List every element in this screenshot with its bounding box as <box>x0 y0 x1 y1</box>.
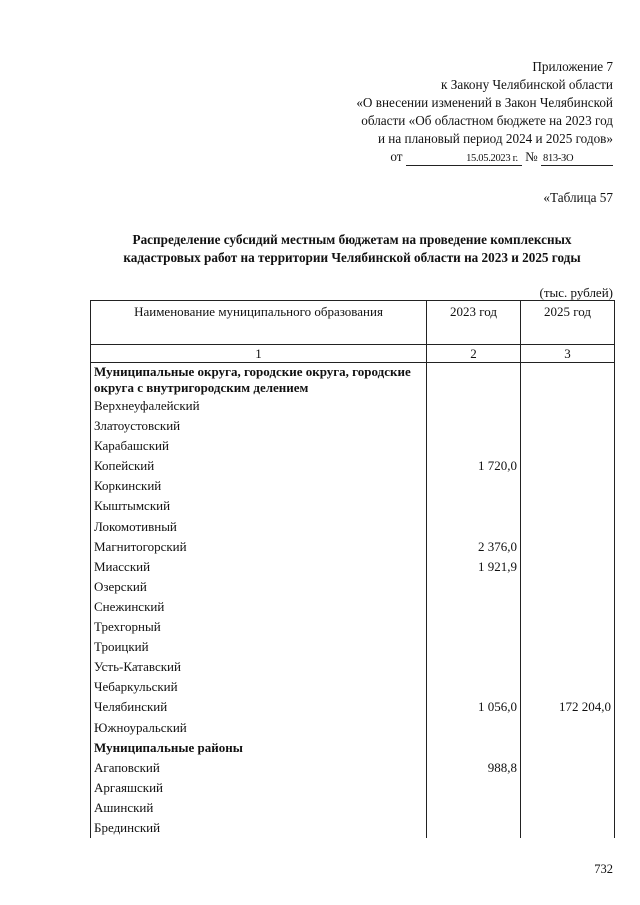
table-row <box>91 617 615 637</box>
value-2025 <box>521 517 615 537</box>
table-row <box>91 496 615 516</box>
table-header-row <box>91 301 615 345</box>
number-label: № <box>525 149 538 164</box>
header-2023: 2023 год <box>427 301 521 345</box>
header-name: Наименование муниципального образования <box>91 301 427 345</box>
municipality-name: Миасский <box>91 557 427 577</box>
value-2023 <box>427 657 521 677</box>
value-2023 <box>427 396 521 416</box>
table-row <box>91 597 615 617</box>
empty-cell <box>427 738 521 758</box>
empty-cell <box>521 363 615 397</box>
table-row <box>91 396 615 416</box>
value-2025 <box>521 718 615 738</box>
appendix-line: Приложение 7 <box>532 59 613 74</box>
from-label: от <box>390 149 403 164</box>
value-2025 <box>521 476 615 496</box>
municipality-name: Магнитогорский <box>91 537 427 557</box>
header-2025: 2025 год <box>521 301 615 345</box>
value-2023 <box>427 718 521 738</box>
column-number: 1 <box>91 345 427 363</box>
value-2025 <box>521 798 615 818</box>
value-2023 <box>427 496 521 516</box>
appendix-line: к Закону Челябинской области <box>441 77 613 92</box>
municipality-name: Локомотивный <box>91 517 427 537</box>
value-2023 <box>427 778 521 798</box>
table-row <box>91 557 615 577</box>
value-2025 <box>521 677 615 697</box>
value-2025 <box>521 637 615 657</box>
municipality-name: Усть-Катавский <box>91 657 427 677</box>
value-2025 <box>521 577 615 597</box>
appendix-date-line <box>356 148 613 166</box>
value-2025 <box>521 416 615 436</box>
page-number: 732 <box>594 862 613 876</box>
column-number: 3 <box>521 345 615 363</box>
section-title: Муниципальные районы <box>91 738 427 758</box>
appendix-block <box>356 58 613 166</box>
section-title: Муниципальные округа, городские округа, городские округа с внутригородским делением <box>91 363 427 397</box>
table-row <box>91 818 615 838</box>
value-2023: 2 376,0 <box>427 537 521 557</box>
value-2023 <box>427 677 521 697</box>
municipality-name: Челябинский <box>91 697 427 717</box>
title-line: кадастровых работ на территории Челябинской области на 2023 и 2025 годы <box>123 250 581 265</box>
value-2023 <box>427 476 521 496</box>
value-2025 <box>521 436 615 456</box>
table-row <box>91 517 615 537</box>
table-row <box>91 637 615 657</box>
appendix-line: «О внесении изменений в Закон Челябинской <box>356 95 613 110</box>
municipality-name: Аргаяшский <box>91 778 427 798</box>
value-2023: 1 720,0 <box>427 456 521 476</box>
table-row <box>91 537 615 557</box>
value-2023 <box>427 517 521 537</box>
municipality-name: Верхнеуфалейский <box>91 396 427 416</box>
value-2025 <box>521 557 615 577</box>
table-row <box>91 697 615 717</box>
municipality-name: Коркинский <box>91 476 427 496</box>
section-row <box>91 363 615 397</box>
municipality-name: Агаповский <box>91 758 427 778</box>
value-2023 <box>427 818 521 838</box>
law-date: 15.05.2023 г. <box>406 152 522 166</box>
title-line: Распределение субсидий местным бюджетам на проведение комплексных <box>132 232 572 247</box>
value-2023 <box>427 617 521 637</box>
municipality-name: Кыштымский <box>91 496 427 516</box>
value-2025 <box>521 758 615 778</box>
table-label: «Таблица 57 <box>543 190 613 205</box>
table-row <box>91 416 615 436</box>
municipality-name: Ашинский <box>91 798 427 818</box>
value-2025: 172 204,0 <box>521 697 615 717</box>
value-2023 <box>427 637 521 657</box>
law-number: 813-ЗО <box>541 152 613 166</box>
appendix-line: области «Об областном бюджете на 2023 год <box>361 113 613 128</box>
table-row <box>91 657 615 677</box>
document-title <box>90 231 614 267</box>
table-row <box>91 577 615 597</box>
value-2023 <box>427 436 521 456</box>
municipality-name: Троицкий <box>91 637 427 657</box>
value-2025 <box>521 456 615 476</box>
table-row <box>91 476 615 496</box>
value-2025 <box>521 496 615 516</box>
table-row <box>91 436 615 456</box>
value-2025 <box>521 396 615 416</box>
empty-cell <box>427 363 521 397</box>
subsidy-table <box>90 300 615 838</box>
empty-cell <box>521 738 615 758</box>
table-row <box>91 677 615 697</box>
value-2025 <box>521 818 615 838</box>
column-number: 2 <box>427 345 521 363</box>
municipality-name: Снежинский <box>91 597 427 617</box>
units-label: (тыс. рублей) <box>539 285 613 300</box>
table-row <box>91 798 615 818</box>
value-2023 <box>427 597 521 617</box>
value-2025 <box>521 617 615 637</box>
value-2025 <box>521 597 615 617</box>
value-2023 <box>427 798 521 818</box>
value-2023: 1 921,9 <box>427 557 521 577</box>
table-row <box>91 456 615 476</box>
municipality-name: Брединский <box>91 818 427 838</box>
value-2023 <box>427 416 521 436</box>
municipality-name: Карабашский <box>91 436 427 456</box>
municipality-name: Копейский <box>91 456 427 476</box>
section-row <box>91 738 615 758</box>
municipality-name: Озерский <box>91 577 427 597</box>
municipality-name: Южноуральский <box>91 718 427 738</box>
value-2023 <box>427 577 521 597</box>
value-2023: 988,8 <box>427 758 521 778</box>
value-2023: 1 056,0 <box>427 697 521 717</box>
column-number-row <box>91 345 615 363</box>
table-row <box>91 718 615 738</box>
municipality-name: Трехгорный <box>91 617 427 637</box>
municipality-name: Чебаркульский <box>91 677 427 697</box>
municipality-name: Златоустовский <box>91 416 427 436</box>
value-2025 <box>521 657 615 677</box>
appendix-line: и на плановый период 2024 и 2025 годов» <box>377 131 613 146</box>
table-row <box>91 758 615 778</box>
table-row <box>91 778 615 798</box>
value-2025 <box>521 778 615 798</box>
value-2025 <box>521 537 615 557</box>
